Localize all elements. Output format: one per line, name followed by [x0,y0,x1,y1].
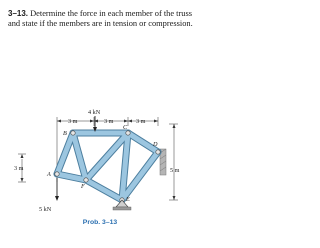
problem-number: 3–13. [8,9,29,18]
load-arrow-left [55,178,59,201]
dim-span-1: 3 m [68,118,78,125]
pin-c [126,131,130,135]
pin-b [71,131,75,135]
dim-height-right: 5 m [170,167,180,174]
joint-label-a: A [47,171,51,178]
figure-caption: Prob. 3–13 [82,219,118,226]
joint-label-c: C [123,124,128,131]
load-label-top: 4 kN [88,109,101,116]
joint-label-b: B [63,130,67,137]
dim-height-left: 3 m [14,165,24,172]
pin-d [156,150,160,154]
pin-a [55,172,59,176]
joint-label-f: F [81,183,85,190]
problem-statement: Determine the force in each member of the truss and state if the members are in tension or compression. [8,9,193,29]
load-label-left: 5 kN [39,206,52,213]
joint-label-e: E [126,196,130,203]
pin-f [84,178,88,182]
dim-span-2: 3 m [104,118,114,125]
dim-span-3: 3 m [136,118,146,125]
joint-label-d: D [153,141,158,148]
